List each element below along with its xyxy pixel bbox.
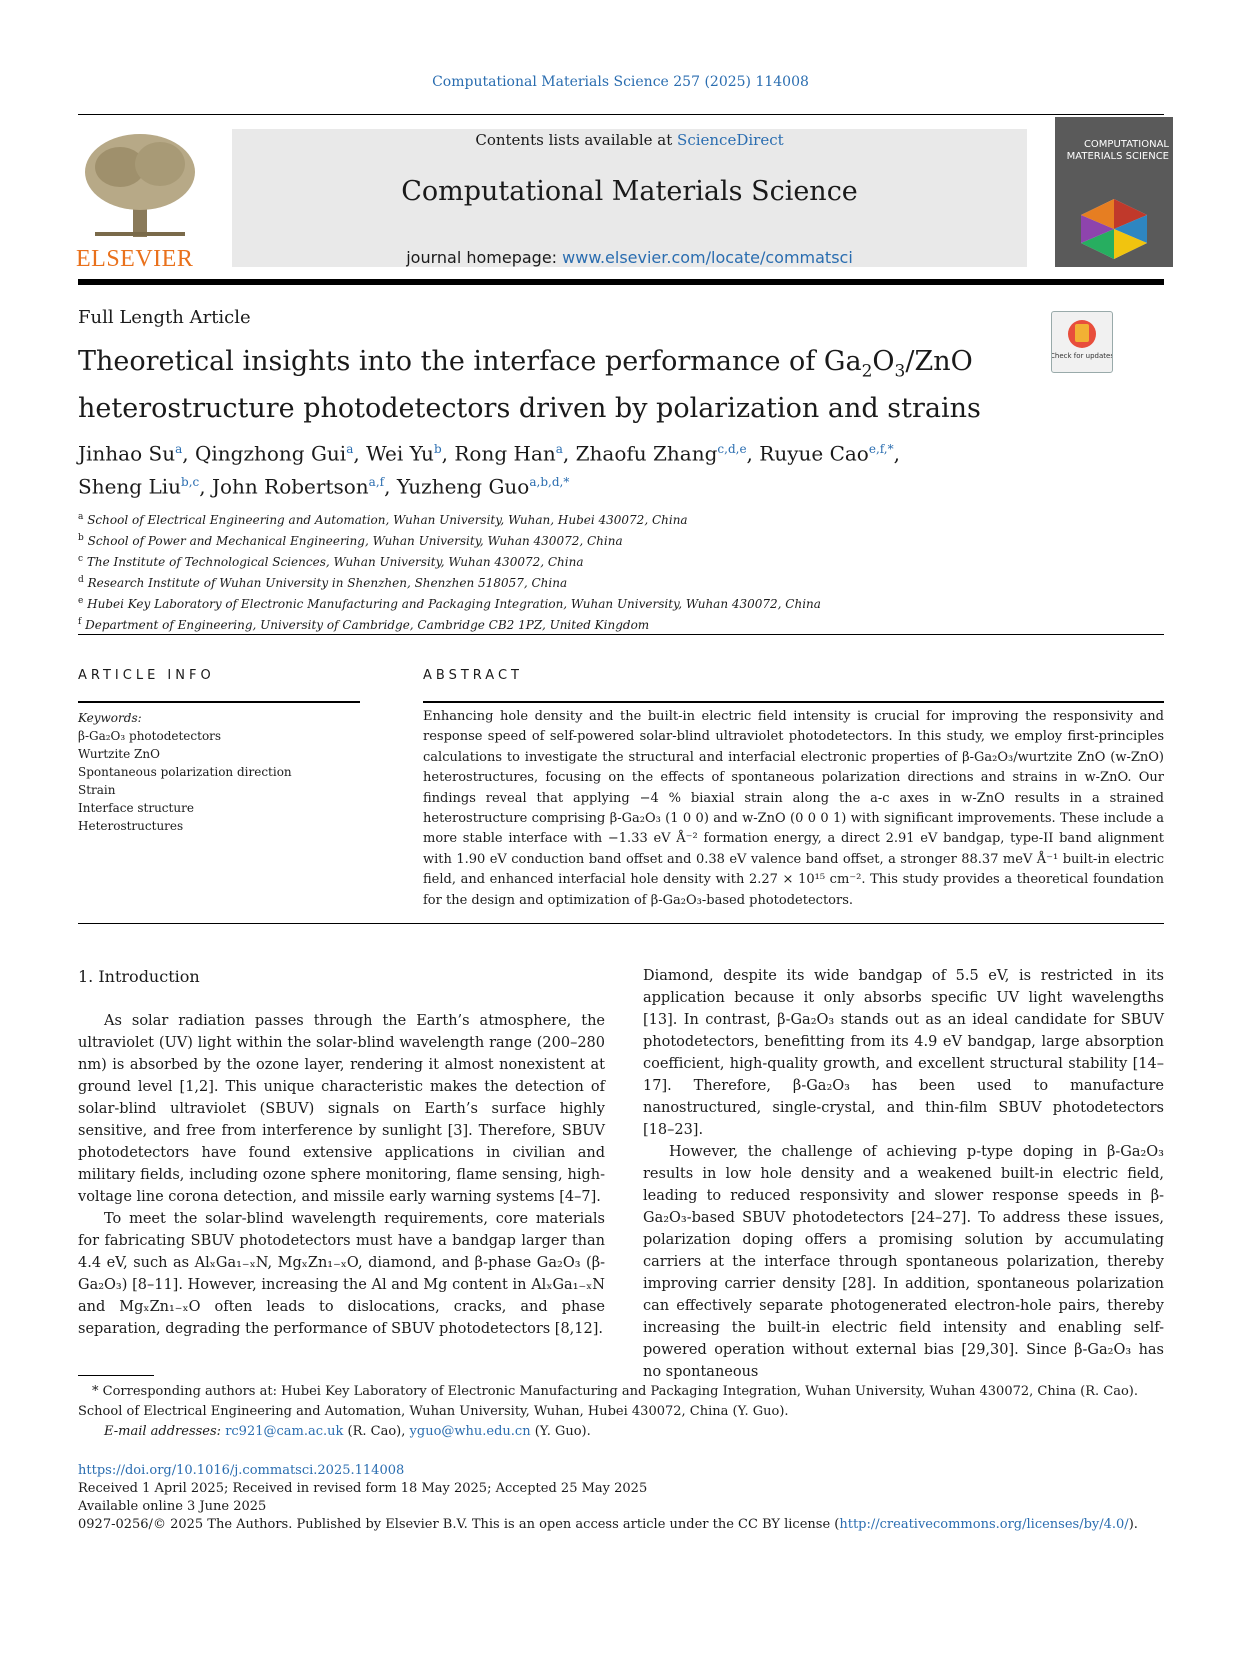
author-sep: , (199, 474, 212, 499)
abstract-text: Enhancing hole density and the built-in electric field intensity is crucial for improving the responsivity and response speed of self-powered solar-blind ultraviolet photodetectors. In this study, we employ first-principles calculations to investigate the structural and interfacial electronic properties of β-Ga₂O₃/wurtzite ZnO (w-ZnO) heterostructures, focusing on the effects of spontaneous polarization directions and strains in w-ZnO. Our findings reveal that applying −4 % biaxial strain along the a-c axes in w-ZnO results in a strained heterostructure comprising β-Ga₂O₃ (1 0 0) and w-ZnO (0 0 0 1) with significant improvements. These include a more stable interface with −1.33 eV Å⁻² formation energy, a direct 2.91 eV bandgap, type-II band alignment with 1.90 eV conduction band offset and 0.38 eV valence band offset, a stronger 88.37 meV Å⁻¹ built-in electric field, and enhanced interfacial hole density with 2.27 × 10¹⁵ cm⁻². This study provides a theoretical foundation for the design and optimization of β-Ga₂O₃-based photodetectors. (423, 709, 1164, 908)
license-text: 0927-0256/© 2025 The Authors. Published by Elsevier B.V. This is an open access article under the CC BY license ( (78, 1517, 840, 1532)
affil-text: School of Power and Mechanical Engineering, Wuhan University, Wuhan 430072, China (87, 534, 623, 548)
email-link-cao[interactable]: rc921@cam.ac.uk (225, 1424, 344, 1439)
keyword-item: β-Ga₂O₃ photodetectors (78, 729, 222, 743)
footnote-rule (78, 1375, 154, 1376)
affil-text: School of Electrical Engineering and Automation, Wuhan University, Wuhan, Hubei 430072, China (87, 513, 688, 527)
header-rule (78, 114, 1164, 115)
abstract-rule (423, 701, 1164, 703)
keyword-item: Interface structure (78, 801, 194, 815)
article-title (78, 343, 1038, 427)
cover-hexagon-art (1077, 197, 1151, 261)
affiliations (78, 508, 1158, 634)
article-type: Full Length Article (78, 307, 251, 328)
keyword-item: Strain (78, 783, 116, 797)
author-affil-sup[interactable]: a,f (368, 474, 385, 489)
author-affil-sup[interactable]: c,d,e (717, 442, 747, 456)
affiliation-item (78, 571, 1158, 592)
author-name[interactable]: Zhaofu Zhang (575, 441, 718, 466)
author-sep: , (384, 474, 397, 499)
affil-sup: f (78, 617, 82, 627)
section-heading-introduction: 1. Introduction (78, 967, 200, 986)
title-block-rule (78, 634, 1164, 635)
body-column-right (643, 965, 1164, 1383)
license-line (78, 1516, 1164, 1534)
license-link[interactable]: http://creativecommons.org/licenses/by/4.0/ (839, 1517, 1129, 1532)
author-affil-sup[interactable]: b (433, 442, 442, 456)
cover-title: COMPUTATIONAL MATERIALS SCIENCE (1066, 139, 1169, 162)
publication-meta (78, 1462, 1164, 1534)
body-column-left (78, 1010, 605, 1340)
author-sep: , (182, 441, 195, 466)
author-sep: , (353, 441, 367, 466)
email-link-guo[interactable]: yguo@whu.edu.cn (409, 1424, 531, 1439)
author-affil-sup[interactable]: a,b,d,* (529, 474, 570, 489)
title-sub: 3 (894, 361, 906, 382)
affiliation-item (78, 550, 1158, 571)
badge-text: Check for updates (1052, 352, 1112, 360)
check-updates-icon (1052, 312, 1112, 372)
email-line (78, 1422, 1164, 1442)
contents-prefix: Contents lists available at (475, 131, 678, 149)
article-info-rule (78, 701, 360, 703)
author-list (78, 435, 1078, 500)
affil-text: The Institute of Technological Sciences, Wuhan University, Wuhan 430072, China (86, 555, 584, 569)
journal-reference-link[interactable]: Computational Materials Science 257 (2025) 114008 (432, 74, 809, 90)
homepage-line (232, 248, 1027, 267)
email-owner: (Y. Guo). (530, 1424, 591, 1439)
affiliation-item (78, 529, 1158, 550)
affiliation-item (78, 508, 1158, 529)
corresponding-footnote (78, 1382, 1164, 1442)
author-name[interactable]: Ruyue Cao (759, 441, 869, 466)
author-affil-sup[interactable]: e,f,* (868, 442, 894, 456)
affil-sup: e (78, 596, 84, 606)
affil-sup: c (78, 554, 84, 564)
check-for-updates-badge[interactable] (1051, 311, 1113, 373)
email-owner: (R. Cao), (343, 1424, 410, 1439)
title-sub: 2 (861, 361, 873, 382)
title-part: Theoretical insights into the interface performance of Ga (78, 346, 862, 377)
sciencedirect-link[interactable]: ScienceDirect (677, 131, 784, 149)
title-part: /ZnO (905, 346, 973, 377)
author-name[interactable]: Sheng Liu (78, 474, 182, 499)
keyword-item: Spontaneous polarization direction (78, 765, 292, 779)
email-label: E-mail addresses: (104, 1424, 222, 1439)
corresponding-text: * Corresponding authors at: Hubei Key Laboratory of Electronic Manufacturing and Packaging Integration, Wuhan University, Wuhan 430072, China (R. Cao). School of Electrical Engineering and Automation, Wuhan University, Wuhan, Hubei 430072, China (Y. Guo). (78, 1384, 1138, 1419)
affil-text: Department of Engineering, University of Cambridge, Cambridge CB2 1PZ, United Kingdom (85, 618, 650, 632)
homepage-prefix: journal homepage: (406, 248, 563, 267)
author-line-2 (78, 468, 1078, 501)
license-text: ). (1128, 1517, 1138, 1532)
author-sep: , (746, 441, 760, 466)
author-name[interactable]: John Robertson (211, 474, 369, 499)
available-online: Available online 3 June 2025 (78, 1499, 267, 1514)
body-paragraph: However, the challenge of achieving p-type doping in β-Ga₂O₃ results in low hole density and a weakened built-in electric field, leading to reduced responsivity and slower response speeds in β-Ga₂O₃-based SBUV photodetectors [24–27]. To address these issues, polarization doping offers a promising solution by accumulating carriers at the interface through spontaneous polarization, thereby improving carrier density [28]. In addition, spontaneous polarization can effectively separate photogenerated electron-hole pairs, thereby increasing the built-in electric field intensity and enabling self-powered operation without external bias [29,30]. Since β-Ga₂O₃ has no spontaneous (643, 1144, 1164, 1380)
affil-text: Hubei Key Laboratory of Electronic Manufacturing and Packaging Integration, Wuhan University, Wuhan 430072, China (87, 597, 821, 611)
affil-sup: d (78, 575, 84, 585)
author-name[interactable]: Wei Yu (366, 441, 434, 466)
author-name[interactable]: Yuzheng Guo (396, 474, 530, 499)
author-line-1 (78, 435, 1078, 468)
author-sep: , (893, 441, 900, 466)
contents-line (232, 131, 1027, 149)
header-thick-rule (78, 279, 1164, 285)
author-sep: , (562, 441, 576, 466)
journal-title: Computational Materials Science (401, 176, 858, 207)
article-info-heading: ARTICLE INFO (78, 668, 215, 683)
received-dates: Received 1 April 2025; Received in revised form 18 May 2025; Accepted 25 May 2025 (78, 1481, 648, 1496)
affiliation-item (78, 592, 1158, 613)
affil-sup: a (78, 512, 84, 522)
body-paragraph: As solar radiation passes through the Earth’s atmosphere, the ultraviolet (UV) light within the solar-blind wavelength range (200–280 nm) is absorbed by the ozone layer, rendering it almost nonexistent at ground level [1,2]. This unique characteristic makes the detection of solar-blind ultraviolet (SBUV) signals on Earth’s surface highly sensitive, and free from interference by sunlight [3]. Therefore, SBUV photodetectors have found extensive applications in civilian and military fields, including ozone sphere monitoring, flame sensing, high-voltage line corona detection, and missile early warning systems [4–7]. (78, 1013, 605, 1205)
abstract-bottom-rule (78, 923, 1164, 924)
author-name[interactable]: Rong Han (454, 441, 556, 466)
keyword-item: Wurtzite ZnO (78, 747, 160, 761)
author-affil-sup[interactable]: b,c (181, 474, 200, 489)
affil-sup: b (78, 533, 84, 543)
author-affil-sup[interactable]: a (175, 442, 183, 456)
title-part: O (872, 346, 895, 377)
body-paragraph: To meet the solar-blind wavelength requirements, core materials for fabricating SBUV photodetectors must have a bandgap larger than 4.4 eV, such as AlₓGa₁₋ₓN, MgₓZn₁₋ₓO, diamond, and β-phase Ga₂O₃ (β-Ga₂O₃) [8–11]. However, increasing the Al and Mg content in AlₓGa₁₋ₓN and MgₓZn₁₋ₓO often leads to dislocations, cracks, and phase separation, degrading the performance of SBUV photodetectors [8,12]. (78, 1211, 605, 1337)
title-line-2: heterostructure photodetectors driven by polarization and strains (78, 393, 981, 425)
keywords-block (78, 709, 368, 835)
author-name[interactable]: Qingzhong Gui (194, 441, 347, 466)
affiliation-item (78, 613, 1158, 634)
journal-cover-thumbnail[interactable] (1055, 117, 1173, 267)
keyword-item: Heterostructures (78, 819, 184, 833)
body-paragraph: Diamond, despite its wide bandgap of 5.5 eV, is restricted in its application because it only absorbs specific UV light wavelengths [13]. In contrast, β-Ga₂O₃ stands out as an ideal candidate for SBUV photodetectors, benefitting from its 4.9 eV bandgap, large absorption coefficient, high-quality growth, and excellent structural stability [14–17]. Therefore, β-Ga₂O₃ has been used to manufacture nanostructured, single-crystal, and thin-film SBUV photodetectors [18–23]. (643, 968, 1164, 1138)
author-affil-sup[interactable]: a (346, 442, 354, 456)
elsevier-wordmark: ELSEVIER (76, 246, 194, 272)
doi-link[interactable]: https://doi.org/10.1016/j.commatsci.2025.114008 (78, 1463, 405, 1478)
author-affil-sup[interactable]: a (555, 442, 563, 456)
abstract-heading: ABSTRACT (423, 668, 523, 683)
keywords-label: Keywords: (78, 711, 142, 725)
affil-text: Research Institute of Wuhan University in Shenzhen, Shenzhen 518057, China (87, 576, 568, 590)
author-name[interactable]: Jinhao Su (78, 441, 176, 466)
author-sep: , (441, 441, 455, 466)
title-line-1 (78, 343, 1038, 390)
homepage-link[interactable]: www.elsevier.com/locate/commatsci (562, 248, 853, 267)
